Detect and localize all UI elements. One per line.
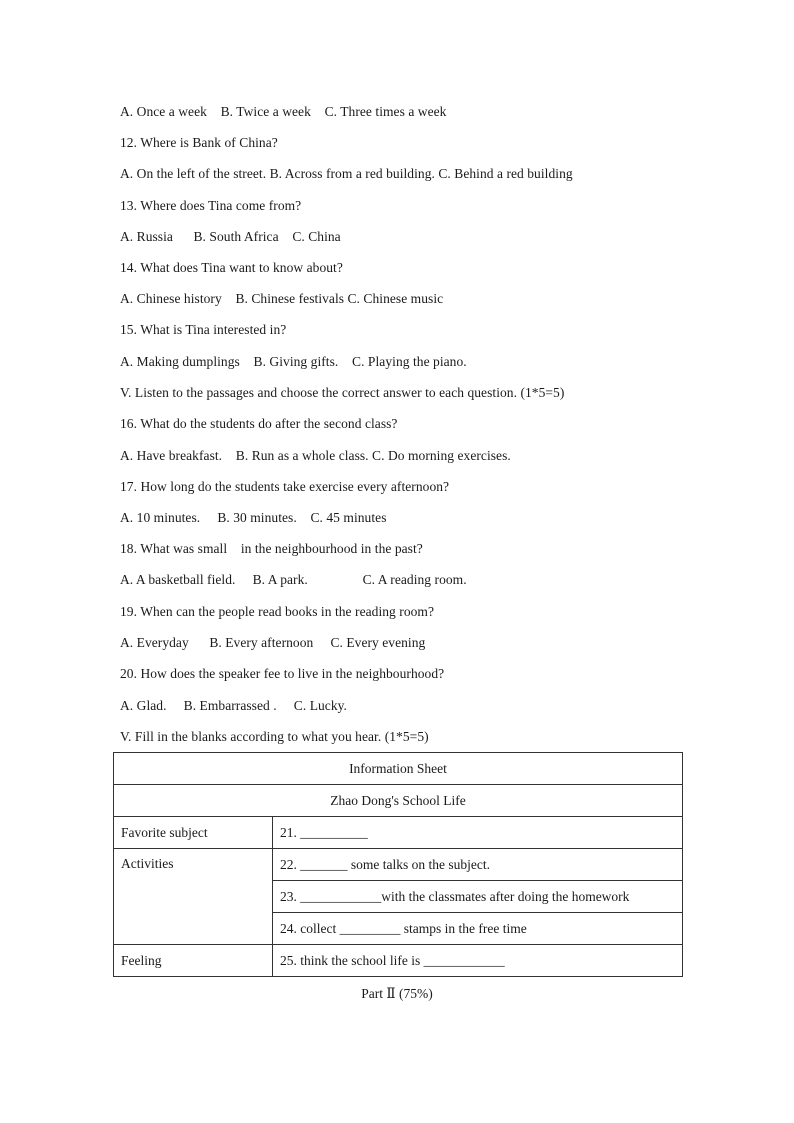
table-title: Information Sheet <box>114 753 683 785</box>
fill-blanks-heading: V. Fill in the blanks according to what you hear. (1*5=5) <box>120 729 429 744</box>
table-row <box>114 817 683 849</box>
q17-options: A. 10 minutes. B. 30 minutes. C. 45 minutes <box>120 510 387 525</box>
q14-options: A. Chinese history B. Chinese festivals C. Chinese music <box>120 291 444 306</box>
q11-options: A. Once a week B. Twice a week C. Three times a week <box>120 104 447 119</box>
q18-options: A. A basketball field. B. A park. C. A reading room. <box>120 572 467 587</box>
table-row <box>114 785 683 817</box>
q16-options: A. Have breakfast. B. Run as a whole class. C. Do morning exercises. <box>120 448 511 463</box>
information-sheet-table <box>113 752 683 977</box>
q16-question: 16. What do the students do after the second class? <box>120 416 398 431</box>
q15-question: 15. What is Tina interested in? <box>120 322 287 337</box>
blank-21: 21. __________ <box>273 817 683 849</box>
q13-question: 13. Where does Tina come from? <box>120 198 302 213</box>
blank-23: 23. ____________with the classmates after doing the homework <box>273 881 683 913</box>
activities-label: Activities <box>114 849 273 945</box>
blank-22: 22. _______ some talks on the subject. <box>273 849 683 881</box>
table-row <box>114 849 683 881</box>
q13-options: A. Russia B. South Africa C. China <box>120 229 341 244</box>
q18-question: 18. What was small in the neighbourhood in the past? <box>120 541 423 556</box>
q20-question: 20. How does the speaker fee to live in the neighbourhood? <box>120 666 445 681</box>
feeling-label: Feeling <box>114 945 273 977</box>
blank-24: 24. collect _________ stamps in the free time <box>273 913 683 945</box>
q12-question: 12. Where is Bank of China? <box>120 135 278 150</box>
part-two-heading: Part Ⅱ (75%) <box>361 986 433 1001</box>
table-subtitle: Zhao Dong's School Life <box>114 785 683 817</box>
q19-question: 19. When can the people read books in the reading room? <box>120 604 435 619</box>
favorite-subject-label: Favorite subject <box>114 817 273 849</box>
q19-options: A. Everyday B. Every afternoon C. Every evening <box>120 635 426 650</box>
q12-options: A. On the left of the street. B. Across from a red building. C. Behind a red building <box>120 166 573 181</box>
section-v-heading: V. Listen to the passages and choose the correct answer to each question. (1*5=5) <box>120 385 565 400</box>
table-row <box>114 753 683 785</box>
q15-options: A. Making dumplings B. Giving gifts. C. Playing the piano. <box>120 354 467 369</box>
q17-question: 17. How long do the students take exercise every afternoon? <box>120 479 450 494</box>
q20-options: A. Glad. B. Embarrassed . C. Lucky. <box>120 698 347 713</box>
blank-25: 25. think the school life is ____________ <box>273 945 683 977</box>
q14-question: 14. What does Tina want to know about? <box>120 260 343 275</box>
table-row <box>114 945 683 977</box>
